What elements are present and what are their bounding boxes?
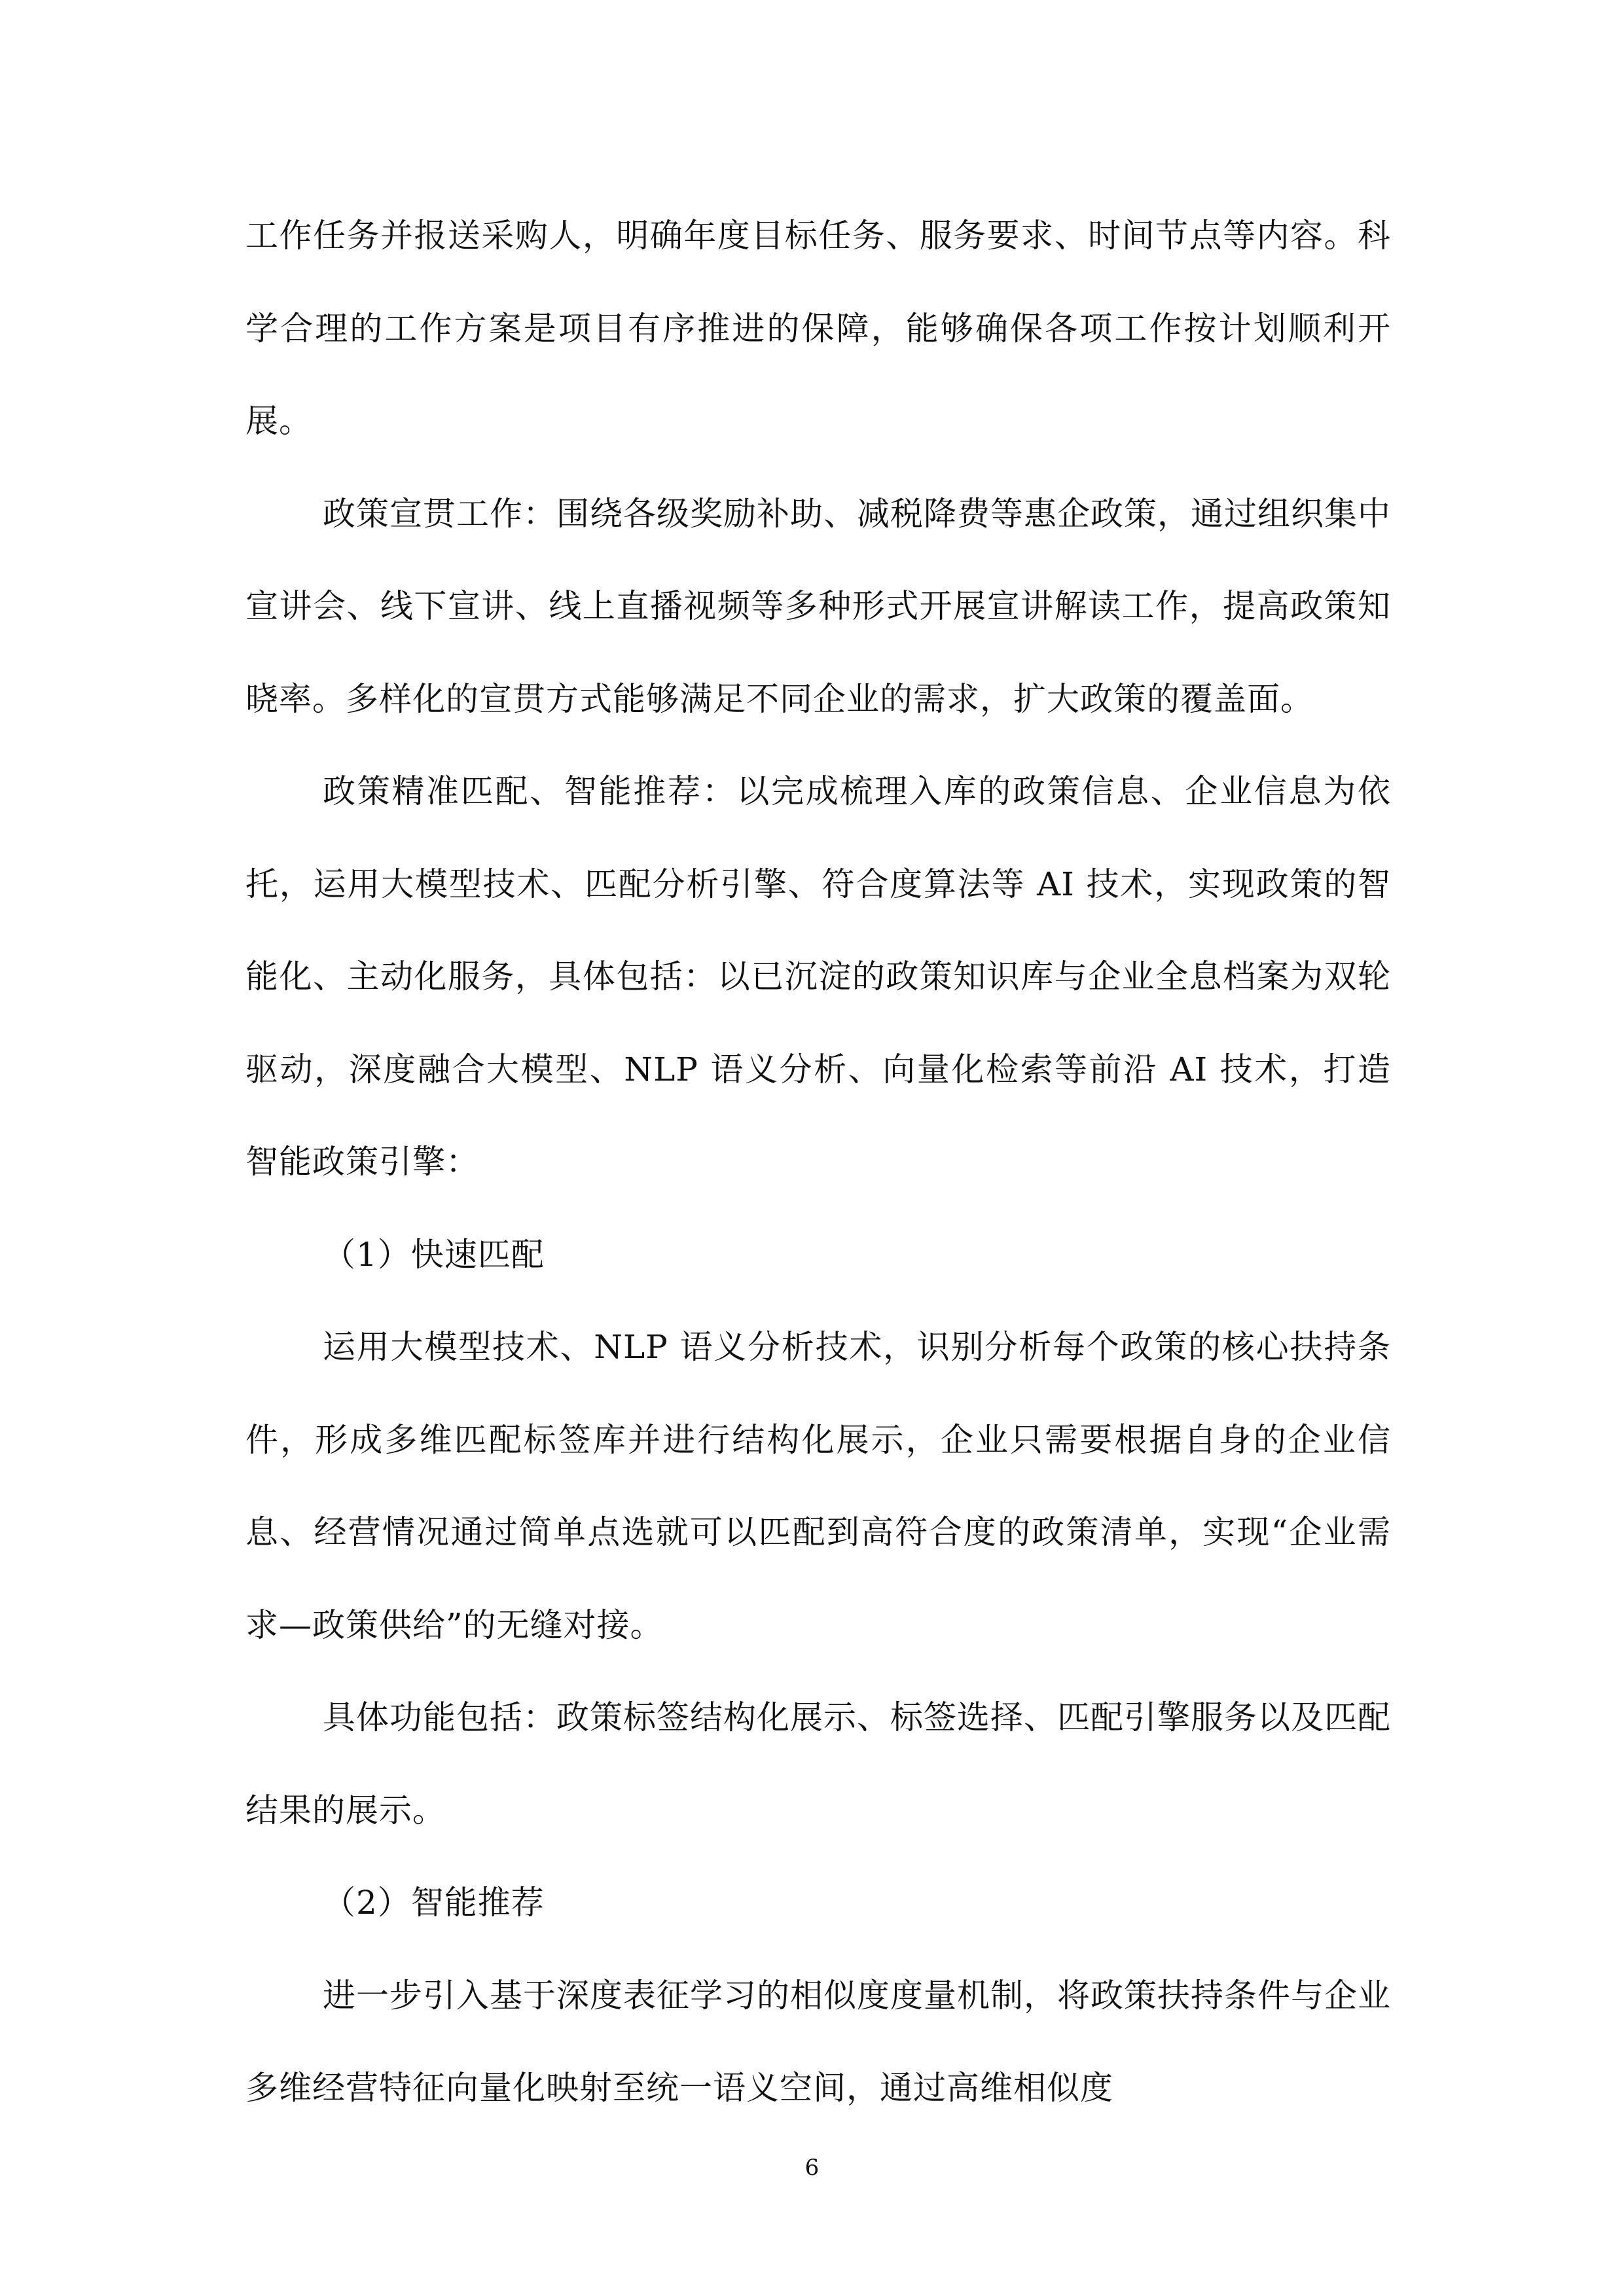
paragraph: 具体功能包括：政策标签结构化展示、标签选择、匹配引擎服务以及匹配结果的展示。 [245, 1698, 1391, 1829]
section-heading: （2）智能推荐 [323, 1884, 545, 1922]
paragraph: 政策精准匹配、智能推荐：以完成梳理入库的政策信息、企业信息为依托，运用大模型技术、匹配分析引擎、符合度算法等 AI 技术，实现政策的智能化、主动化服务，具体包括：以已沉淀的政策知识库与企业全息档案为双轮驱动，深度融合大模型、NLP 语义分析、向量化检索等前沿 AI 技术，打造智能政策引擎： [245, 772, 1391, 1181]
paragraph: 运用大模型技术、NLP 语义分析技术，识别分析每个政策的核心扶持条件，形成多维匹配标签库并进行结构化展示，企业只需要根据自身的企业信息、经营情况通过简单点选就可以匹配到高符合度的政策清单，实现“企业需求—政策供给”的无缝对接。 [245, 1328, 1391, 1644]
paragraph: 进一步引入基于深度表征学习的相似度度量机制，将政策扶持条件与企业多维经营特征向量化映射至统一语义空间，通过高维相似度 [245, 1976, 1391, 2107]
page-number: 6 [804, 2155, 820, 2181]
paragraph: 工作任务并报送采购人，明确年度目标任务、服务要求、时间节点等内容。科学合理的工作方案是项目有序推进的保障，能够确保各项工作按计划顺利开展。 [245, 217, 1391, 440]
paragraph: 政策宣贯工作：围绕各级奖励补助、减税降费等惠企政策，通过组织集中宣讲会、线下宣讲、线上直播视频等多种形式开展宣讲解读工作，提高政策知晓率。多样化的宣贯方式能够满足不同企业的需求，扩大政策的覆盖面。 [245, 494, 1391, 718]
body-text [245, 190, 1391, 2135]
section-heading: （1）快速匹配 [323, 1235, 545, 1274]
